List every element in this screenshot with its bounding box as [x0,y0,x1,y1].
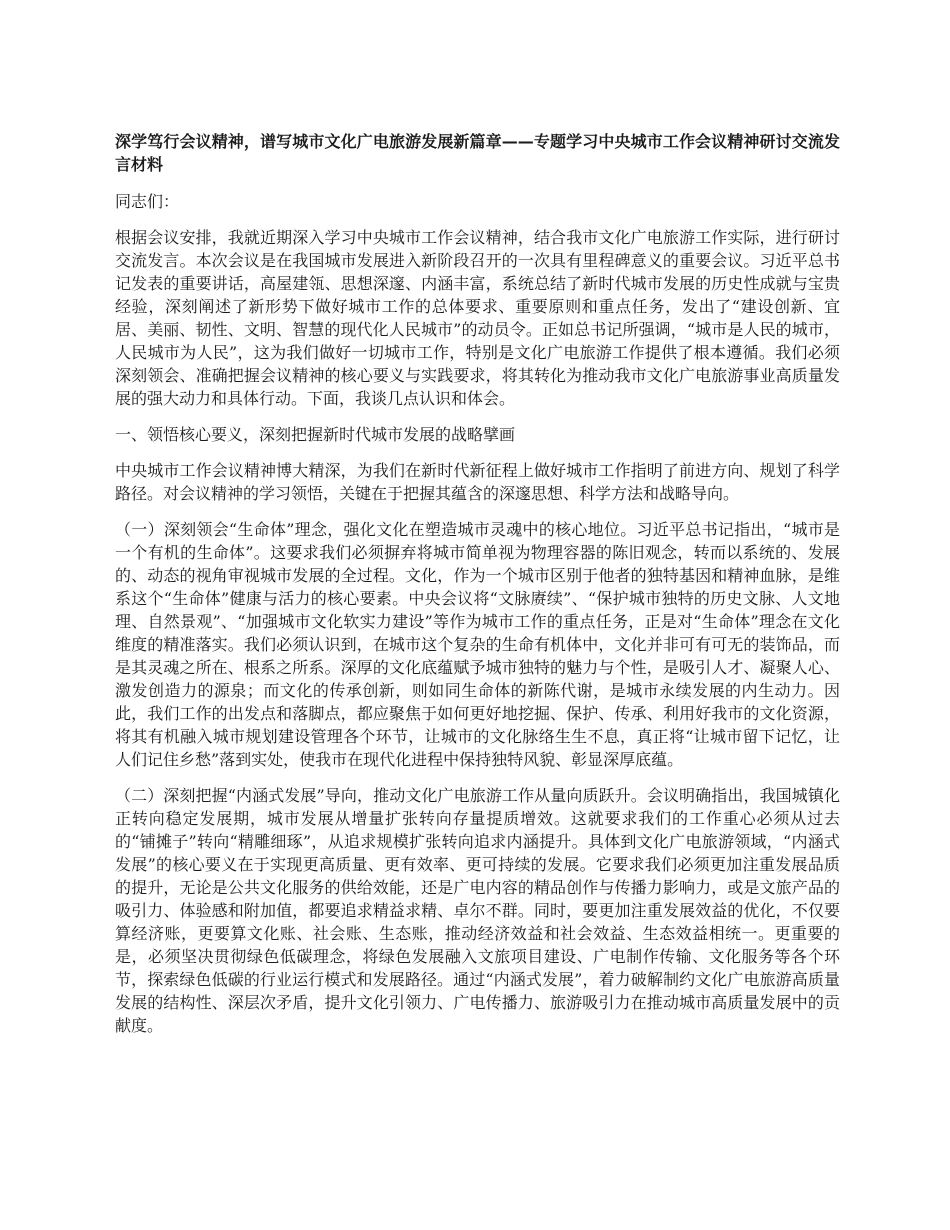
salutation: 同志们： [115,192,180,211]
point-2-paragraph: （二）深刻把握“内涵式发展”导向，推动文化广电旅游工作从量向质跃升。会议明确指出，我国城镇化正转向稳定发展期，城市发展从增量扩张转向存量提质增效。这就要求我们的工作重心必须从过去的“铺摊子”转向“精雕细琢”，从追求规模扩张转向追求内涵提升。具体到文化广电旅游领域，“内涵式发展”的核心要义在于实现更高质量、更有效率、更可持续的发展。它要求我们必须更加注重发展品质的提升，无论是公共文化服务的供给效能，还是广电内容的精品创作与传播力影响力，或是文旅产品的吸引力、体验感和附加值，都要追求精益求精、卓尔不群。同时，要更加注重发展效益的优化，不仅要算经济账，更要算文化账、社会账、生态账，推动经济效益和社会效益、生态效益相统一。更重要的是，必须坚决贯彻绿色低碳理念，将绿色发展融入文旅项目建设、广电制作传输、文化服务等各个环节，探索绿色低碳的行业运行模式和发展路径。通过“内涵式发展”，着力破解制约文化广电旅游高质量发展的结构性、深层次矛盾，提升文化引领力、广电传播力、旅游吸引力在推动城市高质量发展中的贡献度。 [115,786,840,1035]
section-1-intro-paragraph: 中央城市工作会议精神博大精深，为我们在新时代新征程上做好城市工作指明了前进方向、规划了科学路径。对会议精神的学习领悟，关键在于把握其蕴含的深邃思想、科学方法和战略导向。 [115,461,840,503]
point-1-paragraph: （一）深刻领会“生命体”理念，强化文化在塑造城市灵魂中的核心地位。习近平总书记指出，“城市是一个有机的生命体”。这要求我们必须摒弃将城市简单视为物理容器的陈旧观念，转而以系统的、发展的、动态的视角审视城市发展的全过程。文化，作为一个城市区别于他者的独特基因和精神血脉，是维系这个“生命体”健康与活力的核心要素。中央会议将“文脉赓续”、“保护城市独特的历史文脉、人文地理、自然景观”、“加强城市文化软实力建设”等作为城市工作的重点任务，正是对“生命体”理念在文化维度的精准落实。我们必须认识到，在城市这个复杂的生命有机体中，文化并非可有可无的装饰品，而是其灵魂之所在、根系之所系。深厚的文化底蕴赋予城市独特的魅力与个性，是吸引人才、凝聚人心、激发创造力的源泉；而文化的传承创新，则如同生命体的新陈代谢，是城市永续发展的内生动力。因此，我们工作的出发点和落脚点，都应聚焦于如何更好地挖掘、保护、传承、利用好我市的文化资源，将其有机融入城市规划建设管理各个环节，让城市的文化脉络生生不息，真正将“让城市留下记忆，让人们记住乡愁”落到实处，使我市在现代化进程中保持独特风貌、彰显深厚底蕴。 [115,520,840,769]
section-1-heading: 一、领悟核心要义，深刻把握新时代城市发展的战略擘画 [115,425,516,444]
intro-paragraph: 根据会议安排，我就近期深入学习中央城市工作会议精神，结合我市文化广电旅游工作实际，进行研讨交流发言。本次会议是在我国城市发展进入新阶段召开的一次具有里程碑意义的重要会议。习近平总书记发表的重要讲话，高屋建瓴、思想深邃、内涵丰富，系统总结了新时代城市发展的历史性成就与宝贵经验，深刻阐述了新形势下做好城市工作的总体要求、重要原则和重点任务，发出了“建设创新、宜居、美丽、韧性、文明、智慧的现代化人民城市”的动员令。正如总书记所强调，“城市是人民的城市，人民城市为人民”，这为我们做好一切城市工作，特别是文化广电旅游工作提供了根本遵循。我们必须深刻领会、准确把握会议精神的核心要义与实践要求，将其转化为推动我市文化广电旅游事业高质量发展的强大动力和具体行动。下面，我谈几点认识和体会。 [115,228,840,408]
document-title: 深学笃行会议精神，谱写城市文化广电旅游发展新篇章——专题学习中央城市工作会议精神研讨交流发言材料 [115,132,840,174]
document-page [115,120,840,1050]
